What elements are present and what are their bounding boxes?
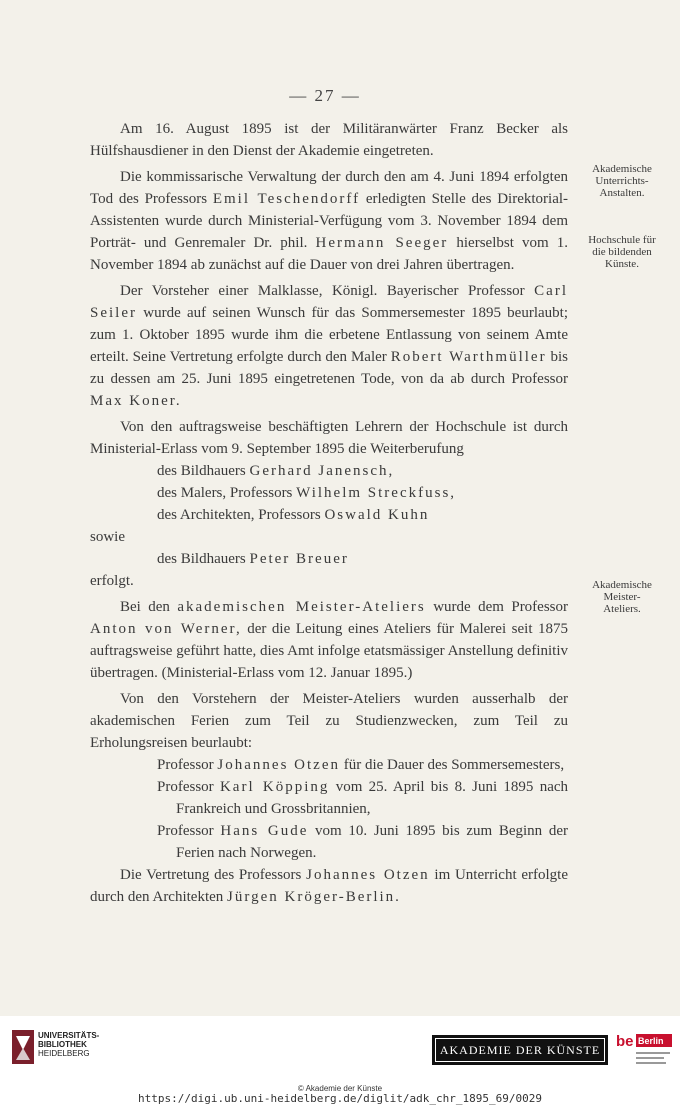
svg-text:Berlin: Berlin (638, 1036, 664, 1046)
margin-line: die bildenden (592, 246, 652, 258)
person-name: Peter Breuer (249, 551, 349, 567)
text-run: Professor (157, 779, 214, 795)
paragraph-4: Von den auftragsweise beschäftigten Lehrern der Hochschule ist durch Ministerial-Erlass vom 9. September 1895 die Weiterberufung (90, 419, 568, 457)
akademie-der-kuenste-logo[interactable] (432, 1035, 608, 1065)
list-item (157, 776, 568, 820)
university-library-label (38, 1031, 99, 1058)
erfolgt-line: erfolgt. (90, 573, 134, 589)
margin-note-meister-ateliers (572, 579, 672, 615)
margin-note-hochschule (572, 234, 672, 270)
margin-line: Akademische (592, 163, 652, 175)
margin-line: Akademische (592, 579, 652, 591)
person-name: Gerhard Janensch, (249, 463, 395, 479)
person-name: Max Koner. (90, 393, 182, 409)
person-name: Johannes Otzen (306, 867, 430, 883)
svg-text:be: be (616, 1033, 634, 1050)
text-run: des Bildhauers (157, 463, 246, 479)
person-name: Anton von Werner, (90, 621, 242, 637)
person-name: Oswald Kuhn (324, 507, 430, 523)
ub-line: HEIDELBERG (38, 1049, 90, 1058)
text-run: bis zu dessen am 25. Juni 1895 eingetretenen Tode, von da ab durch Professor (90, 349, 568, 387)
ub-line: BIBLIOTHEK (38, 1040, 87, 1049)
list-item (157, 754, 568, 776)
paragraph-6: Von den Vorstehern der Meister-Ateliers wurden ausserhalb der akademischen Ferien zum Teil zu Studienzwecken, zum Teil zu Erholungsreisen beurlaubt: (90, 691, 568, 751)
person-name: Hermann Seeger (315, 235, 449, 251)
person-name: Karl Köpping (219, 779, 330, 795)
text-run: des Malers, Professors (157, 485, 293, 501)
page-body (90, 118, 568, 908)
person-name: Wilhelm Streckfuss, (296, 485, 457, 501)
text-run: erledigten Stelle des Direktorial-Assistenten wurde durch Ministerial-Verfügung vom 3. November 1894 dem Porträt- und Genremaler Dr. phil. (90, 191, 569, 251)
margin-line: Künste. (605, 258, 639, 270)
margin-line: Meister- (603, 591, 641, 603)
ub-line: UNIVERSITÄTS- (38, 1031, 100, 1040)
text-run: vom 25. April bis 8. Juni 1895 nach Frankreich und Grossbritannien, (176, 779, 569, 817)
permalink-url[interactable]: https://digi.ub.uni-heidelberg.de/diglit/adk_chr_1895_69/0029 (138, 1092, 542, 1105)
paragraph-5 (90, 596, 568, 684)
text-run: Die Vertretung des Professors (120, 867, 302, 883)
list-item (157, 504, 568, 526)
person-name: Emil Teschendorff (212, 191, 361, 207)
margin-line: Anstalten. (599, 187, 645, 199)
text-run: im Unterricht erfolgte durch den Architekten (90, 867, 568, 905)
text-run: Professor (157, 757, 214, 773)
list-item (157, 460, 568, 482)
sowie-line: sowie (90, 529, 125, 545)
akademie-logo-text: AKADEMIE DER KÜNSTE (435, 1038, 605, 1062)
person-name: Hans Gude (220, 823, 309, 839)
be-berlin-logo-icon[interactable] (614, 1030, 674, 1070)
text-run: der die Leitung eines Ateliers für Malerei seit 1875 auftragsweise geführt hatte, dies Amt infolge etatsmässiger Anstellung definitiv übertragen. (Ministerial-Erlass vom 12. Januar 1895.) (90, 621, 569, 681)
text-run: Professor (157, 823, 214, 839)
copyright-notice: © Akademie der Künste (297, 1084, 383, 1093)
margin-line: Unterrichts- (595, 175, 649, 187)
text-run: wurde dem Professor (433, 599, 569, 615)
margin-line: Hochschule für (588, 234, 656, 246)
text-run: Der Vorsteher einer Malklasse, Königl. Bayerischer Professor (120, 283, 525, 299)
paragraph-7 (90, 864, 568, 908)
paragraph-1: Am 16. August 1895 ist der Militäranwärter Franz Becker als Hülfshausdiener in den Dienst der Akademie eingetreten. (90, 121, 568, 159)
margin-note-unterrichtsanstalten (572, 163, 672, 199)
person-name: Robert Warthmüller (390, 349, 547, 365)
person-name: Carl Seiler (90, 283, 568, 321)
text-run: vom 10. Juni 1895 bis zum Beginn der Ferien nach Norwegen. (176, 823, 569, 861)
person-name: Johannes Otzen (217, 757, 340, 773)
list-item (157, 548, 568, 570)
margin-line: Ateliers. (603, 603, 641, 615)
emphasis: akademischen Meister-Ateliers (177, 599, 426, 615)
person-name: Jürgen Kröger-Berlin. (227, 889, 401, 905)
list-item (157, 820, 568, 864)
text-run: hierselbst vom 1. November 1894 ab zunächst auf die Dauer von drei Jahren übertragen. (90, 235, 569, 273)
text-run: des Bildhauers (157, 551, 246, 567)
paragraph-3 (90, 280, 568, 412)
paragraph-2 (90, 166, 568, 276)
text-run: des Architekten, Professors (157, 507, 321, 523)
page-number: — 27 — (289, 86, 361, 105)
text-run: Die kommissarische Verwaltung der durch den am 4. Juni 1894 erfolgten Tod des Professors (90, 169, 568, 207)
list-item (157, 482, 568, 504)
text-run: Bei den (120, 599, 170, 615)
text-run: wurde auf seinen Wunsch für das Sommersemester 1895 beurlaubt; zum 1. Oktober 1895 wurde ihm die erbetene Entlassung von seinem Amte erteilt. Seine Vertretung erfolgte durch den Maler (90, 305, 568, 365)
text-run: für die Dauer des Sommersemesters, (343, 757, 565, 773)
